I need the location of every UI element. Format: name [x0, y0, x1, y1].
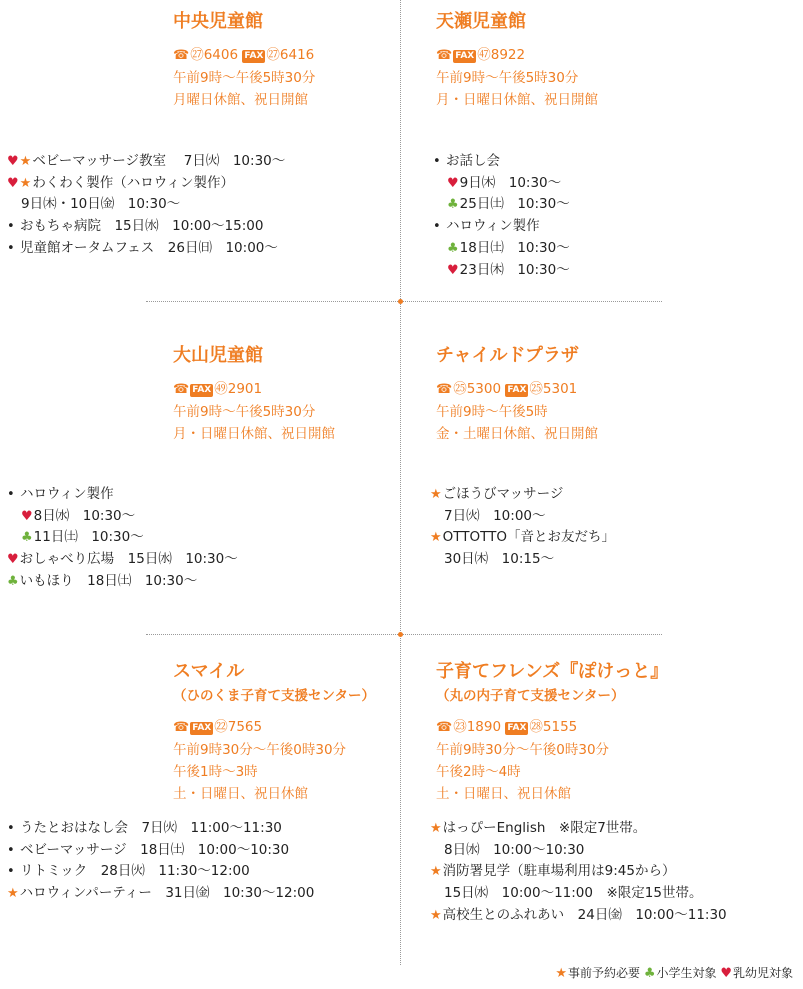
- bullet-icon: •: [7, 240, 15, 256]
- club-icon: ♣: [7, 573, 19, 589]
- fax-badge: FAX: [507, 723, 527, 733]
- fax-badge: FAX: [192, 385, 212, 395]
- event-text: 児童館オータムフェス 26日㈰ 10:00～: [19, 239, 278, 256]
- event-text: ごほうびマッサージ: [442, 486, 564, 502]
- closed-days: 月曜日休館、祝日開館: [173, 92, 308, 108]
- event-item: [433, 194, 570, 216]
- event-text: 8日㈬ 10:00～10:30: [444, 841, 585, 858]
- center-name: 中央児童館: [173, 11, 263, 32]
- opening-hours: 午前9時30分～午後0時30分: [173, 742, 347, 758]
- heart-icon: ♥: [7, 154, 19, 169]
- fax-badge: FAX: [507, 385, 527, 395]
- event-text: リトミック 28日㈫ 11:30～12:00: [19, 863, 250, 880]
- club-icon: ♣: [21, 530, 33, 546]
- vertical-divider: [400, 0, 401, 965]
- event-item: [430, 506, 615, 528]
- center-name: 天瀬児童館: [436, 11, 526, 32]
- center-info-oyama: [173, 344, 335, 445]
- event-text: 7日㈫ 10:00～: [444, 507, 546, 524]
- center-info-smile: [173, 660, 375, 805]
- event-item: [7, 883, 314, 905]
- horizontal-divider-2: [146, 634, 662, 635]
- fax-badge: FAX: [192, 723, 212, 733]
- star-icon: ★: [430, 530, 442, 546]
- center-info-amase: [436, 10, 598, 111]
- legend-club-label: 小学生対象: [656, 966, 717, 980]
- bullet-icon: •: [7, 219, 15, 235]
- horizontal-divider-1: [146, 301, 662, 302]
- event-text: 高校生とのふれあい 24日㈮ 10:00～11:30: [442, 906, 727, 923]
- heart-icon: ♥: [7, 552, 19, 568]
- bullet-icon: •: [7, 821, 15, 836]
- event-item: [7, 238, 285, 260]
- event-item: [7, 216, 285, 238]
- event-item: [7, 840, 314, 862]
- event-text: 23日㈭ 10:30～: [459, 261, 570, 278]
- center-name: スマイル: [173, 661, 245, 682]
- star-icon: ★: [430, 864, 442, 880]
- center-subtitle: （丸の内子育て支援センター）: [436, 688, 625, 704]
- bullet-icon: •: [7, 864, 15, 880]
- tel-number: ㉗6406: [190, 47, 239, 63]
- center-info-chuo: [173, 10, 315, 111]
- event-text: ベビーマッサージ教室 7日㈫ 10:30～: [32, 153, 286, 169]
- bullet-icon: •: [7, 842, 15, 858]
- heart-icon: ♥: [21, 508, 33, 524]
- event-item: [433, 173, 570, 195]
- event-item: [430, 484, 615, 506]
- event-item: [430, 861, 727, 883]
- legend-star-label: 事前予約必要: [567, 966, 640, 980]
- event-item: [7, 571, 238, 593]
- closed-days: 金・土曜日休館、祝日開館: [436, 426, 598, 442]
- heart-icon: ♥: [7, 175, 19, 191]
- heart-icon: ♥: [447, 175, 459, 191]
- phone-icon: ☎: [173, 382, 190, 397]
- center-subtitle: （ひのくま子育て支援センター）: [173, 688, 375, 704]
- event-item: [7, 173, 285, 195]
- fax-number: ㊾2901: [214, 381, 263, 397]
- event-text: いもほり 18日㈯ 10:30～: [19, 572, 198, 589]
- event-text: ハロウィン製作: [19, 486, 114, 502]
- contact-line: [173, 716, 375, 739]
- event-item: [7, 484, 238, 506]
- star-icon: ★: [19, 175, 32, 191]
- contact-line: [173, 44, 315, 67]
- center-name: チャイルドプラザ: [436, 345, 579, 366]
- event-item: [7, 861, 314, 883]
- star-icon: ★: [430, 907, 442, 923]
- closed-days: 月・日曜日休館、祝日開館: [173, 426, 335, 442]
- event-item: [7, 818, 314, 840]
- phone-icon: ☎: [436, 382, 453, 397]
- bullet-icon: •: [433, 154, 441, 169]
- event-text: 9日㈭・10日㈮ 10:30～: [21, 196, 181, 213]
- star-icon: ★: [430, 487, 442, 502]
- contact-line: [436, 378, 598, 401]
- event-item: [430, 883, 727, 905]
- legend: [555, 964, 793, 981]
- event-text: ベビーマッサージ 18日㈯ 10:00～10:30: [19, 841, 290, 858]
- fax-number: ㉗6416: [266, 47, 315, 63]
- event-text: 8日㈬ 10:30～: [33, 507, 136, 524]
- opening-hours: 午前9時～午後5時30分: [173, 70, 316, 86]
- closed-days: 月・日曜日休館、祝日開館: [436, 92, 598, 108]
- fax-badge: FAX: [244, 51, 264, 61]
- event-text: 30日㈭ 10:15～: [444, 551, 555, 568]
- event-item: [433, 216, 570, 238]
- event-text: ハロウィン製作: [445, 218, 540, 235]
- event-item: [433, 151, 570, 173]
- event-text: 消防署見学（駐車場利用は9:45から）: [442, 863, 676, 880]
- event-item: [433, 260, 570, 282]
- opening-hours: 午前9時～午後5時30分: [173, 404, 316, 420]
- phone-icon: ☎: [436, 720, 453, 735]
- event-text: おしゃべり広場 15日㈬ 10:30～: [19, 551, 238, 568]
- fax-number: ㊼8922: [477, 47, 526, 63]
- event-item: [7, 506, 238, 528]
- heart-icon: ♥: [447, 262, 459, 278]
- bullet-icon: •: [433, 219, 441, 235]
- event-text: OTTOTTO「音とお友だち」: [442, 529, 616, 546]
- event-item: [433, 238, 570, 260]
- event-text: 25日㈯ 10:30～: [459, 196, 570, 213]
- center-name: 大山児童館: [173, 345, 263, 366]
- legend-heart-label: 乳幼児対象: [732, 966, 793, 980]
- closed-days: 土・日曜日、祝日休館: [173, 786, 308, 802]
- bullet-icon: •: [7, 487, 15, 502]
- tel-number: ㉕5300: [453, 381, 502, 397]
- event-text: 18日㈯ 10:30～: [459, 239, 570, 256]
- events-smile: [7, 818, 314, 905]
- fax-badge: FAX: [455, 51, 475, 61]
- club-icon: ♣: [643, 966, 656, 981]
- event-item: [430, 818, 727, 840]
- event-text: 11日㈯ 10:30～: [33, 529, 144, 546]
- event-item: [430, 905, 727, 927]
- contact-line: [173, 378, 335, 401]
- opening-hours-2: 午後1時～3時: [173, 764, 258, 780]
- contact-line: [436, 716, 668, 739]
- divider-dot-2: [398, 632, 403, 637]
- event-item: [7, 151, 285, 173]
- events-amase: [433, 151, 570, 281]
- events-child-plaza: [430, 484, 615, 571]
- event-item: [7, 194, 285, 216]
- center-info-child-plaza: [436, 344, 598, 445]
- opening-hours: 午前9時～午後5時: [436, 404, 548, 420]
- events-chuo: [7, 151, 285, 260]
- star-icon: ★: [7, 886, 19, 902]
- events-pocket: [430, 818, 727, 927]
- fax-number: ㉒7565: [214, 719, 263, 735]
- event-item: [430, 840, 727, 862]
- event-text: ハロウィンパーティー 31日㈮ 10:30～12:00: [19, 885, 315, 902]
- event-text: うたとおはなし会 7日㈫ 11:00～11:30: [19, 820, 282, 836]
- contact-line: [436, 44, 598, 67]
- phone-icon: ☎: [173, 720, 190, 735]
- star-icon: ★: [555, 966, 567, 981]
- events-oyama: [7, 484, 238, 593]
- star-icon: ★: [430, 821, 442, 836]
- event-text: 15日㈬ 10:00～11:00 ※限定15世帯。: [444, 885, 703, 902]
- event-item: [7, 549, 238, 571]
- divider-dot-1: [398, 299, 403, 304]
- opening-hours: 午前9時30分～午後0時30分: [436, 742, 610, 758]
- center-name: 子育てフレンズ『ぽけっと』: [436, 661, 669, 682]
- closed-days: 土・日曜日、祝日休館: [436, 786, 571, 802]
- event-text: はっぴーEnglish ※限定7世帯。: [442, 820, 647, 836]
- opening-hours: 午前9時～午後5時30分: [436, 70, 579, 86]
- star-icon: ★: [19, 154, 32, 169]
- tel-number: ㉓1890: [453, 719, 502, 735]
- event-item: [430, 527, 615, 549]
- event-text: おもちゃ病院 15日㈬ 10:00～15:00: [19, 218, 264, 235]
- fax-number: ㉕5301: [529, 381, 578, 397]
- event-text: お話し会: [445, 153, 500, 169]
- center-info-pocket: [436, 660, 668, 805]
- event-text: 9日㈭ 10:30～: [459, 174, 562, 191]
- club-icon: ♣: [447, 240, 459, 256]
- heart-icon: ♥: [720, 966, 732, 981]
- phone-icon: ☎: [436, 48, 453, 63]
- fax-number: ㉘5155: [529, 719, 578, 735]
- event-item: [430, 549, 615, 571]
- opening-hours-2: 午後2時～4時: [436, 764, 521, 780]
- phone-icon: ☎: [173, 48, 190, 63]
- event-item: [7, 527, 238, 549]
- event-text: わくわく製作（ハロウィン製作）: [32, 174, 235, 191]
- club-icon: ♣: [447, 197, 459, 213]
